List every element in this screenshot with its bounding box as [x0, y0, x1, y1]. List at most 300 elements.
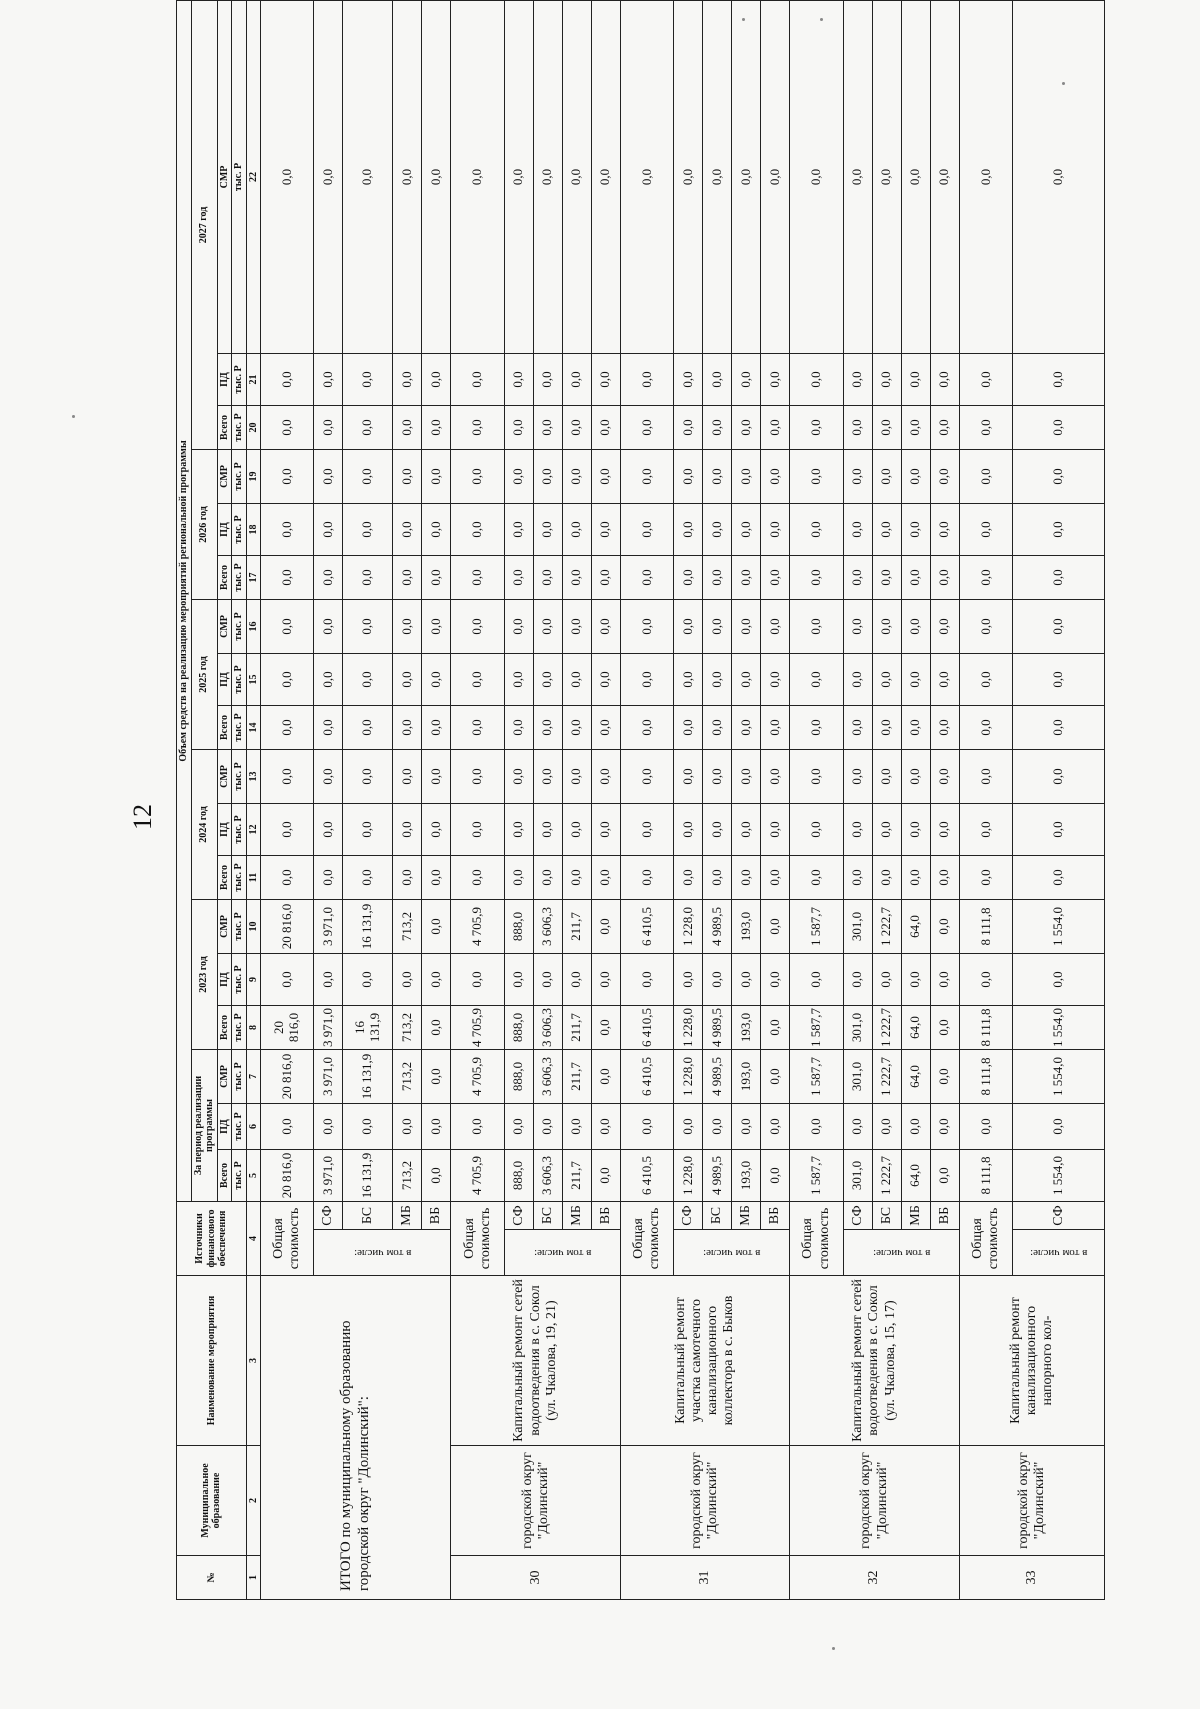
source-cell: Общая стоимость: [261, 1202, 314, 1276]
zero-cell: 0,0: [843, 556, 872, 600]
value-cell: 0,0: [790, 954, 843, 1006]
column-number: 17: [246, 556, 261, 600]
zero-cell: 0,0: [930, 750, 959, 804]
col-name-header: Наименование мероприятия: [177, 1276, 247, 1446]
subcol-header: Всего: [217, 856, 232, 900]
zero-cell: 0,0: [504, 450, 533, 504]
zero-cell: 0,0: [674, 654, 703, 706]
column-number: 7: [246, 1050, 261, 1104]
zero-cell: 0,0: [620, 706, 673, 750]
zero-cell: 0,0: [872, 1, 901, 354]
zero-cell: 0,0: [504, 1, 533, 354]
zero-cell: 0,0: [261, 450, 314, 504]
zero-cell: 0,0: [504, 654, 533, 706]
zero-cell: 0,0: [872, 406, 901, 450]
unit-header: тыс. Р: [232, 750, 247, 804]
value-cell: 0,0: [761, 1104, 790, 1150]
zero-cell: 0,0: [674, 450, 703, 504]
value-cell: 3 606,3: [533, 900, 562, 954]
zero-cell: 0,0: [872, 556, 901, 600]
zero-cell: 0,0: [930, 654, 959, 706]
zero-cell: 0,0: [422, 706, 451, 750]
zero-cell: 0,0: [901, 750, 930, 804]
value-cell: 0,0: [790, 1104, 843, 1150]
col-no-header: №: [177, 1556, 247, 1600]
zero-cell: 0,0: [422, 450, 451, 504]
subcol-header: Всего: [217, 1006, 232, 1050]
in-total-label: в том числе:: [353, 1246, 412, 1259]
item-row: [790, 1, 843, 1600]
zero-cell: 0,0: [343, 1, 393, 354]
zero-cell: 0,0: [1013, 706, 1105, 750]
item-name: Капитальный ремонт участка самотечного канализационного коллектора в с. Быков: [620, 1276, 789, 1446]
value-cell: 0,0: [562, 954, 591, 1006]
zero-cell: 0,0: [562, 856, 591, 900]
zero-cell: 0,0: [901, 354, 930, 406]
source-cell: БС: [703, 1202, 732, 1230]
zero-cell: 0,0: [901, 1, 930, 354]
value-cell: 0,0: [872, 1104, 901, 1150]
value-cell: 1 587,7: [790, 1150, 843, 1202]
zero-cell: 0,0: [422, 856, 451, 900]
zero-cell: 0,0: [451, 450, 504, 504]
zero-cell: 0,0: [674, 556, 703, 600]
item-municipality: городской округ "Долинский": [451, 1446, 620, 1556]
zero-cell: 0,0: [872, 450, 901, 504]
group-header: Объем средств на реализацию мероприятий региональной программы: [177, 1, 192, 1202]
value-cell: 888,0: [504, 1050, 533, 1104]
in-total-cell: [674, 1230, 790, 1276]
zero-cell: 0,0: [422, 750, 451, 804]
value-cell: 0,0: [343, 954, 393, 1006]
zero-cell: 0,0: [1013, 856, 1105, 900]
zero-cell: 0,0: [562, 750, 591, 804]
zero-cell: 0,0: [843, 654, 872, 706]
zero-cell: 0,0: [761, 706, 790, 750]
zero-cell: 0,0: [343, 406, 393, 450]
zero-cell: 0,0: [790, 856, 843, 900]
zero-cell: 0,0: [732, 654, 761, 706]
zero-cell: 0,0: [451, 654, 504, 706]
column-number: 5: [246, 1150, 261, 1202]
zero-cell: 0,0: [872, 504, 901, 556]
value-cell: 4 705,9: [451, 1150, 504, 1202]
value-cell: 193,0: [732, 1050, 761, 1104]
value-cell: 20 816,0: [261, 1006, 314, 1050]
zero-cell: 0,0: [314, 654, 343, 706]
item-row: [451, 1, 504, 1600]
zero-cell: 0,0: [959, 804, 1012, 856]
value-cell: 0,0: [732, 954, 761, 1006]
zero-cell: 0,0: [872, 804, 901, 856]
source-cell: СФ: [314, 1202, 343, 1230]
value-cell: 1 554,0: [1013, 1006, 1105, 1050]
source-cell: Общая стоимость: [620, 1202, 673, 1276]
source-cell: СФ: [674, 1202, 703, 1230]
value-cell: 0,0: [703, 1104, 732, 1150]
zero-cell: 0,0: [343, 556, 393, 600]
column-number: 9: [246, 954, 261, 1006]
value-cell: 6 410,5: [620, 1150, 673, 1202]
value-cell: 8 111,8: [959, 1050, 1012, 1104]
unit-header: тыс. Р: [232, 1006, 247, 1050]
value-cell: 8 111,8: [959, 1150, 1012, 1202]
value-cell: 0,0: [901, 1104, 930, 1150]
zero-cell: 0,0: [393, 450, 422, 504]
value-cell: 3 606,3: [533, 1006, 562, 1050]
scan-speck: [742, 18, 745, 21]
source-cell: БС: [872, 1202, 901, 1230]
zero-cell: 0,0: [422, 406, 451, 450]
column-number: 20: [246, 406, 261, 450]
zero-cell: 0,0: [620, 354, 673, 406]
value-cell: 211,7: [562, 1006, 591, 1050]
zero-cell: 0,0: [959, 354, 1012, 406]
zero-cell: 0,0: [930, 856, 959, 900]
zero-cell: 0,0: [790, 804, 843, 856]
zero-cell: 0,0: [422, 600, 451, 654]
zero-cell: 0,0: [703, 856, 732, 900]
subcol-header: СМР: [217, 1, 232, 354]
value-cell: 16 131,9: [343, 1150, 393, 1202]
zero-cell: 0,0: [959, 706, 1012, 750]
zero-cell: 0,0: [343, 856, 393, 900]
zero-cell: 0,0: [959, 750, 1012, 804]
zero-cell: 0,0: [261, 654, 314, 706]
zero-cell: 0,0: [703, 406, 732, 450]
value-cell: 8 111,8: [959, 1006, 1012, 1050]
value-cell: 64,0: [901, 1050, 930, 1104]
value-cell: 0,0: [761, 954, 790, 1006]
total-row: [261, 1, 314, 1600]
value-cell: 0,0: [930, 1104, 959, 1150]
zero-cell: 0,0: [901, 600, 930, 654]
total-label: ИТОГО по муниципальному образованию городской округ "Долинский":: [261, 1276, 451, 1600]
column-number: 14: [246, 706, 261, 750]
value-cell: 4 705,9: [451, 1050, 504, 1104]
value-cell: 0,0: [562, 1104, 591, 1150]
value-cell: 0,0: [620, 954, 673, 1006]
value-cell: 713,2: [393, 900, 422, 954]
zero-cell: 0,0: [533, 406, 562, 450]
value-cell: 1 222,7: [872, 1150, 901, 1202]
value-cell: 64,0: [901, 1150, 930, 1202]
zero-cell: 0,0: [761, 600, 790, 654]
zero-cell: 0,0: [422, 556, 451, 600]
value-cell: 4 989,5: [703, 900, 732, 954]
unit-header: тыс. Р: [232, 1, 247, 354]
zero-cell: 0,0: [591, 406, 620, 450]
zero-cell: 0,0: [562, 1, 591, 354]
column-number: 3: [246, 1276, 261, 1446]
zero-cell: 0,0: [761, 450, 790, 504]
zero-cell: 0,0: [790, 1, 843, 354]
value-cell: 0,0: [761, 1050, 790, 1104]
value-cell: 1 554,0: [1013, 1150, 1105, 1202]
value-cell: 301,0: [843, 1150, 872, 1202]
zero-cell: 0,0: [790, 504, 843, 556]
zero-cell: 0,0: [620, 504, 673, 556]
zero-cell: 0,0: [901, 556, 930, 600]
zero-cell: 0,0: [562, 600, 591, 654]
zero-cell: 0,0: [703, 750, 732, 804]
zero-cell: 0,0: [504, 406, 533, 450]
unit-header: тыс. Р: [232, 954, 247, 1006]
zero-cell: 0,0: [591, 1, 620, 354]
value-cell: 0,0: [451, 954, 504, 1006]
value-cell: 211,7: [562, 1150, 591, 1202]
zero-cell: 0,0: [1013, 600, 1105, 654]
zero-cell: 0,0: [591, 706, 620, 750]
subcol-header: ПД: [217, 954, 232, 1006]
source-cell: ВБ: [930, 1202, 959, 1230]
in-total-label: в том числе:: [533, 1246, 592, 1259]
unit-header: тыс. Р: [232, 450, 247, 504]
value-cell: 888,0: [504, 1006, 533, 1050]
zero-cell: 0,0: [872, 856, 901, 900]
scan-speck: [1062, 82, 1065, 85]
subcol-header: Всего: [217, 406, 232, 450]
subcol-header: ПД: [217, 354, 232, 406]
item-name: Капитальный ремонт сетей водоотведения в с. Сокол (ул. Чкалова, 15, 17): [790, 1276, 959, 1446]
zero-cell: 0,0: [314, 706, 343, 750]
zero-cell: 0,0: [1013, 556, 1105, 600]
zero-cell: 0,0: [393, 1, 422, 354]
value-cell: 1 554,0: [1013, 1050, 1105, 1104]
column-number: 13: [246, 750, 261, 804]
value-cell: 0,0: [393, 954, 422, 1006]
value-cell: 6 410,5: [620, 1006, 673, 1050]
zero-cell: 0,0: [703, 1, 732, 354]
zero-cell: 0,0: [343, 600, 393, 654]
value-cell: 3 606,3: [533, 1050, 562, 1104]
zero-cell: 0,0: [343, 504, 393, 556]
item-row: [959, 1, 1012, 1600]
subcol-header: СМР: [217, 600, 232, 654]
zero-cell: 0,0: [843, 1, 872, 354]
zero-cell: 0,0: [533, 450, 562, 504]
value-cell: 0,0: [533, 954, 562, 1006]
zero-cell: 0,0: [451, 1, 504, 354]
value-cell: 3 971,0: [314, 900, 343, 954]
zero-cell: 0,0: [451, 804, 504, 856]
subcol-header: СМР: [217, 900, 232, 954]
value-cell: 301,0: [843, 1006, 872, 1050]
value-cell: 3 971,0: [314, 1006, 343, 1050]
zero-cell: 0,0: [761, 1, 790, 354]
zero-cell: 0,0: [620, 750, 673, 804]
subcol-header: Всего: [217, 1150, 232, 1202]
zero-cell: 0,0: [1013, 804, 1105, 856]
zero-cell: 0,0: [761, 406, 790, 450]
table-holder: [176, 0, 1105, 1600]
zero-cell: 0,0: [930, 1, 959, 354]
zero-cell: 0,0: [959, 450, 1012, 504]
zero-cell: 0,0: [732, 804, 761, 856]
in-total-label: в том числе:: [703, 1246, 761, 1259]
zero-cell: 0,0: [790, 600, 843, 654]
zero-cell: 0,0: [343, 450, 393, 504]
zero-cell: 0,0: [674, 504, 703, 556]
value-cell: 0,0: [761, 1150, 790, 1202]
zero-cell: 0,0: [422, 354, 451, 406]
value-cell: 1 554,0: [1013, 900, 1105, 954]
zero-cell: 0,0: [703, 354, 732, 406]
zero-cell: 0,0: [261, 706, 314, 750]
value-cell: 888,0: [504, 1150, 533, 1202]
source-cell: СФ: [504, 1202, 533, 1230]
zero-cell: 0,0: [703, 804, 732, 856]
zero-cell: 0,0: [591, 556, 620, 600]
value-cell: 64,0: [901, 1006, 930, 1050]
zero-cell: 0,0: [504, 706, 533, 750]
column-number: 12: [246, 804, 261, 856]
zero-cell: 0,0: [591, 654, 620, 706]
zero-cell: 0,0: [732, 504, 761, 556]
column-number: 8: [246, 1006, 261, 1050]
zero-cell: 0,0: [959, 1, 1012, 354]
value-cell: 3 971,0: [314, 1150, 343, 1202]
value-cell: 0,0: [872, 954, 901, 1006]
value-cell: 20 816,0: [261, 900, 314, 954]
zero-cell: 0,0: [732, 406, 761, 450]
value-cell: 0,0: [422, 900, 451, 954]
zero-cell: 0,0: [901, 654, 930, 706]
value-cell: 0,0: [393, 1104, 422, 1150]
zero-cell: 0,0: [562, 556, 591, 600]
value-cell: 0,0: [930, 1050, 959, 1104]
zero-cell: 0,0: [451, 406, 504, 450]
subcol-header: СМР: [217, 450, 232, 504]
zero-cell: 0,0: [732, 600, 761, 654]
zero-cell: 0,0: [422, 654, 451, 706]
zero-cell: 0,0: [901, 804, 930, 856]
zero-cell: 0,0: [761, 750, 790, 804]
item-number: 33: [959, 1556, 1104, 1600]
value-cell: 0,0: [901, 954, 930, 1006]
zero-cell: 0,0: [843, 750, 872, 804]
zero-cell: 0,0: [504, 600, 533, 654]
zero-cell: 0,0: [393, 504, 422, 556]
zero-cell: 0,0: [533, 706, 562, 750]
item-number: 31: [620, 1556, 789, 1600]
unit-header: тыс. Р: [232, 406, 247, 450]
value-cell: 0,0: [703, 954, 732, 1006]
zero-cell: 0,0: [843, 600, 872, 654]
zero-cell: 0,0: [562, 706, 591, 750]
zero-cell: 0,0: [790, 556, 843, 600]
zero-cell: 0,0: [314, 556, 343, 600]
zero-cell: 0,0: [533, 600, 562, 654]
zero-cell: 0,0: [761, 504, 790, 556]
zero-cell: 0,0: [591, 504, 620, 556]
zero-cell: 0,0: [620, 406, 673, 450]
value-cell: 8 111,8: [959, 900, 1012, 954]
item-row: [620, 1, 673, 1600]
zero-cell: 0,0: [790, 750, 843, 804]
zero-cell: 0,0: [674, 354, 703, 406]
zero-cell: 0,0: [591, 450, 620, 504]
zero-cell: 0,0: [901, 706, 930, 750]
value-cell: 0,0: [591, 954, 620, 1006]
item-number: 30: [451, 1556, 620, 1600]
value-cell: 0,0: [591, 1104, 620, 1150]
zero-cell: 0,0: [843, 354, 872, 406]
value-cell: 0,0: [504, 954, 533, 1006]
value-cell: 0,0: [674, 954, 703, 1006]
value-cell: 0,0: [422, 1006, 451, 1050]
zero-cell: 0,0: [872, 354, 901, 406]
zero-cell: 0,0: [261, 804, 314, 856]
zero-cell: 0,0: [761, 654, 790, 706]
zero-cell: 0,0: [314, 504, 343, 556]
zero-cell: 0,0: [504, 354, 533, 406]
zero-cell: 0,0: [562, 406, 591, 450]
zero-cell: 0,0: [451, 706, 504, 750]
zero-cell: 0,0: [620, 654, 673, 706]
value-cell: 713,2: [393, 1006, 422, 1050]
value-cell: 0,0: [620, 1104, 673, 1150]
value-cell: 1 228,0: [674, 1050, 703, 1104]
zero-cell: 0,0: [901, 406, 930, 450]
value-cell: 0,0: [732, 1104, 761, 1150]
zero-cell: 0,0: [674, 856, 703, 900]
value-cell: 0,0: [261, 954, 314, 1006]
zero-cell: 0,0: [393, 804, 422, 856]
value-cell: 713,2: [393, 1150, 422, 1202]
column-number: 6: [246, 1104, 261, 1150]
value-cell: 0,0: [422, 1104, 451, 1150]
subcol-header: ПД: [217, 804, 232, 856]
value-cell: 0,0: [314, 954, 343, 1006]
unit-header: тыс. Р: [232, 504, 247, 556]
value-cell: 0,0: [422, 1050, 451, 1104]
zero-cell: 0,0: [620, 804, 673, 856]
unit-header: тыс. Р: [232, 654, 247, 706]
zero-cell: 0,0: [843, 504, 872, 556]
zero-cell: 0,0: [872, 706, 901, 750]
value-cell: 0,0: [591, 1006, 620, 1050]
zero-cell: 0,0: [393, 354, 422, 406]
unit-header: тыс. Р: [232, 354, 247, 406]
value-cell: 0,0: [1013, 1104, 1105, 1150]
column-number: 18: [246, 504, 261, 556]
zero-cell: 0,0: [314, 804, 343, 856]
value-cell: 193,0: [732, 1150, 761, 1202]
zero-cell: 0,0: [314, 354, 343, 406]
value-cell: 0,0: [959, 1104, 1012, 1150]
zero-cell: 0,0: [959, 406, 1012, 450]
in-total-cell: [314, 1230, 451, 1276]
source-cell: Общая стоимость: [451, 1202, 504, 1276]
zero-cell: 0,0: [422, 504, 451, 556]
zero-cell: 0,0: [620, 600, 673, 654]
zero-cell: 0,0: [959, 556, 1012, 600]
zero-cell: 0,0: [591, 804, 620, 856]
value-cell: 0,0: [930, 954, 959, 1006]
zero-cell: 0,0: [930, 556, 959, 600]
value-cell: 193,0: [732, 1006, 761, 1050]
zero-cell: 0,0: [959, 600, 1012, 654]
value-cell: 0,0: [761, 900, 790, 954]
value-cell: 0,0: [930, 1150, 959, 1202]
value-cell: 0,0: [843, 954, 872, 1006]
zero-cell: 0,0: [732, 750, 761, 804]
source-cell: Общая стоимость: [959, 1202, 1012, 1276]
zero-cell: 0,0: [872, 654, 901, 706]
zero-cell: 0,0: [261, 556, 314, 600]
zero-cell: 0,0: [761, 556, 790, 600]
